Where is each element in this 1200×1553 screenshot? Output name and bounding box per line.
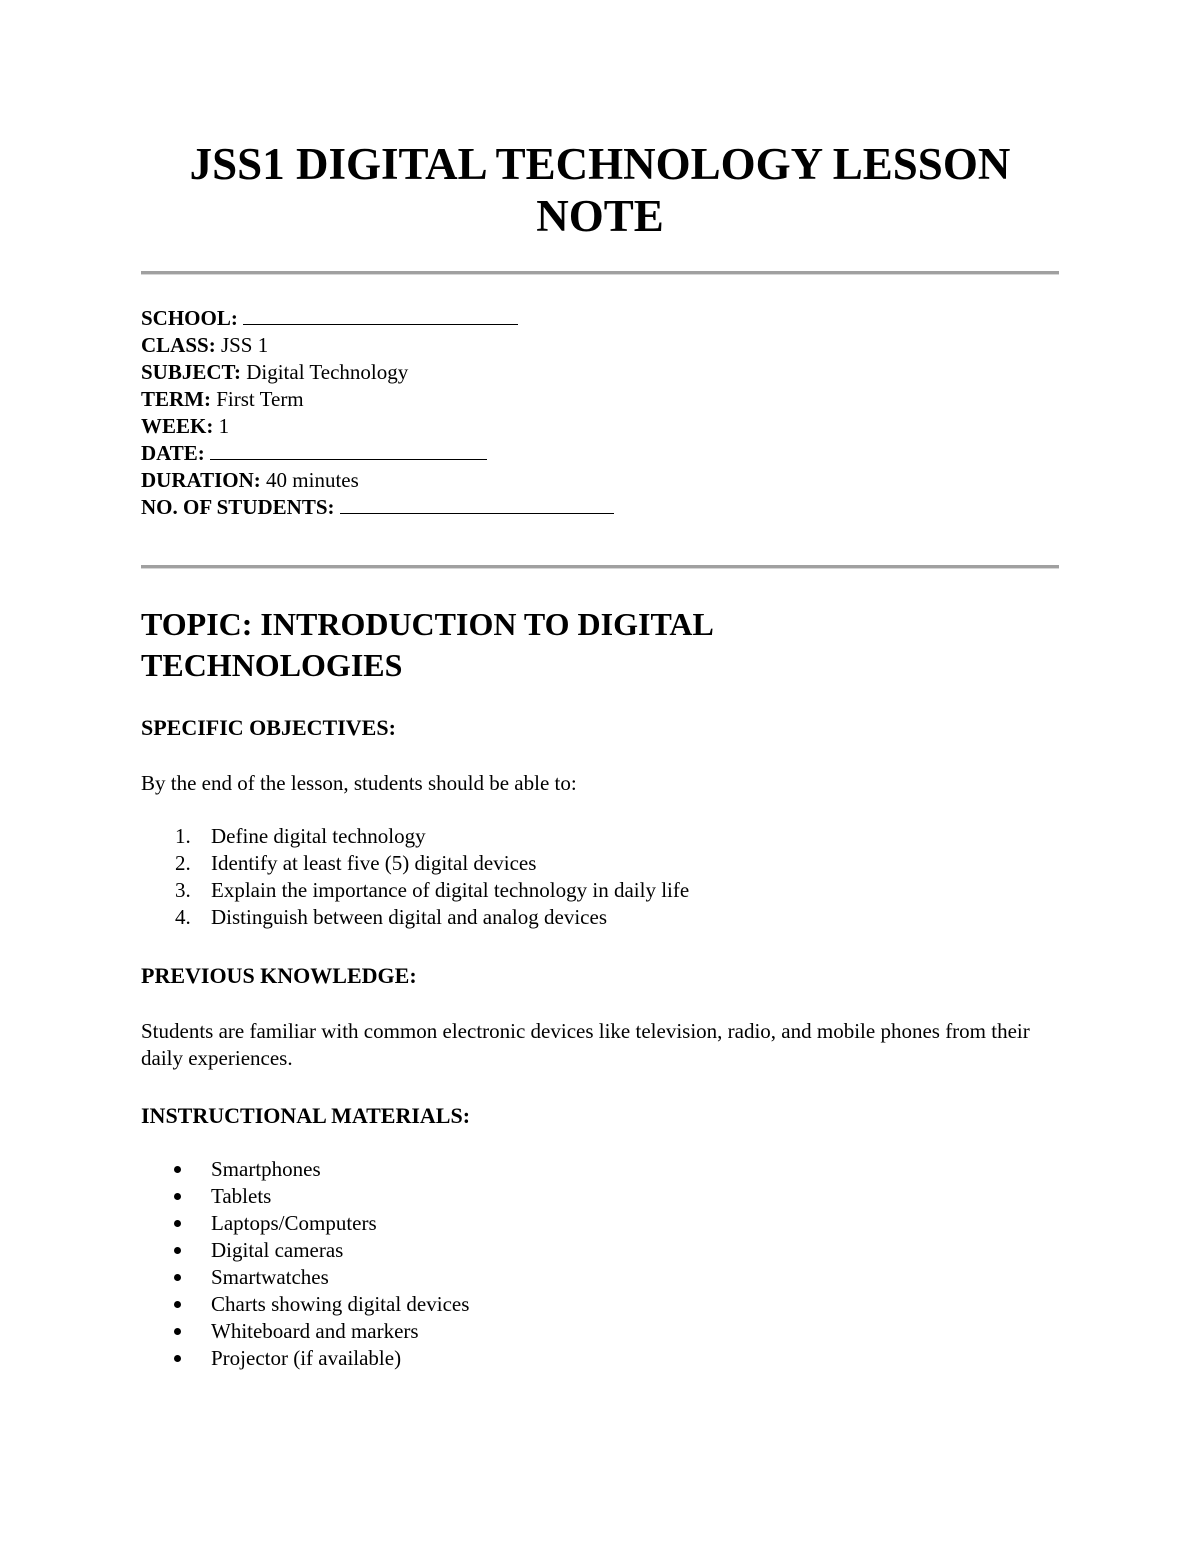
objectives-intro: By the end of the lesson, students should be able to: (141, 771, 577, 795)
list-item-text: Identify at least five (5) digital devices (211, 851, 537, 875)
term-value: First Term (216, 387, 304, 411)
list-item (141, 877, 689, 904)
list-item (141, 1264, 469, 1291)
materials-list (141, 1156, 469, 1372)
list-item-text: Projector (if available) (211, 1346, 402, 1370)
week-value: 1 (218, 414, 230, 438)
list-item (141, 1210, 469, 1237)
objectives-list (141, 823, 689, 931)
students-blank-line (340, 495, 614, 514)
list-item-text: Explain the importance of digital technology in daily life (211, 878, 690, 902)
school-blank-line (243, 306, 518, 325)
list-number: 4. (175, 905, 191, 929)
date-label: DATE: (141, 441, 205, 465)
list-number: 2. (175, 851, 191, 875)
list-item-text: Laptops/Computers (211, 1211, 377, 1235)
list-item-text: Distinguish between digital and analog devices (211, 905, 607, 929)
students-row (141, 494, 614, 521)
materials-heading: INSTRUCTIONAL MATERIALS: (141, 1103, 471, 1128)
bullet-icon (174, 1328, 181, 1335)
list-number: 1. (175, 824, 191, 848)
list-item (141, 904, 689, 931)
week-label: WEEK: (141, 414, 214, 438)
students-label: NO. OF STUDENTS: (141, 495, 335, 519)
list-item-text: Charts showing digital devices (211, 1292, 470, 1316)
term-row (141, 386, 614, 413)
class-row (141, 332, 614, 359)
school-row (141, 305, 614, 332)
document-title: JSS1 DIGITAL TECHNOLOGY LESSON NOTE (189, 139, 1011, 241)
date-row (141, 440, 614, 467)
list-item-text: Smartphones (211, 1157, 321, 1181)
list-item-text: Tablets (211, 1184, 272, 1208)
list-number: 3. (175, 878, 191, 902)
bullet-icon (174, 1220, 181, 1227)
bullet-icon (174, 1301, 181, 1308)
term-label: TERM: (141, 387, 211, 411)
list-item (141, 823, 689, 850)
bullet-icon (174, 1355, 181, 1362)
lesson-details (141, 305, 614, 521)
bullet-icon (174, 1247, 181, 1254)
list-item-text: Smartwatches (211, 1265, 329, 1289)
class-label: CLASS: (141, 333, 216, 357)
list-item (141, 1345, 469, 1372)
horizontal-rule (141, 271, 1059, 275)
list-item (141, 1183, 469, 1210)
duration-row (141, 467, 614, 494)
previous-knowledge-heading: PREVIOUS KNOWLEDGE: (141, 963, 417, 988)
list-item (141, 1318, 469, 1345)
class-value: JSS 1 (220, 333, 269, 357)
list-item (141, 1291, 469, 1318)
horizontal-rule (141, 565, 1059, 569)
duration-value: 40 minutes (266, 468, 359, 492)
subject-row (141, 359, 614, 386)
school-label: SCHOOL: (141, 306, 238, 330)
bullet-icon (174, 1274, 181, 1281)
topic-heading: TOPIC: INTRODUCTION TO DIGITAL TECHNOLOGIES (141, 606, 713, 683)
bullet-icon (174, 1193, 181, 1200)
list-item-text: Whiteboard and markers (211, 1319, 419, 1343)
list-item (141, 1237, 469, 1264)
list-item-text: Define digital technology (211, 824, 426, 848)
bullet-icon (174, 1166, 181, 1173)
list-item (141, 850, 689, 877)
previous-knowledge-text: Students are familiar with common electronic devices like television, radio, and mobile phones from their daily experiences. (141, 1019, 1030, 1070)
duration-label: DURATION: (141, 468, 261, 492)
subject-value: Digital Technology (246, 360, 409, 384)
list-item-text: Digital cameras (211, 1238, 344, 1262)
subject-label: SUBJECT: (141, 360, 241, 384)
week-row (141, 413, 614, 440)
objectives-heading: SPECIFIC OBJECTIVES: (141, 715, 396, 740)
list-item (141, 1156, 469, 1183)
date-blank-line (210, 441, 487, 460)
